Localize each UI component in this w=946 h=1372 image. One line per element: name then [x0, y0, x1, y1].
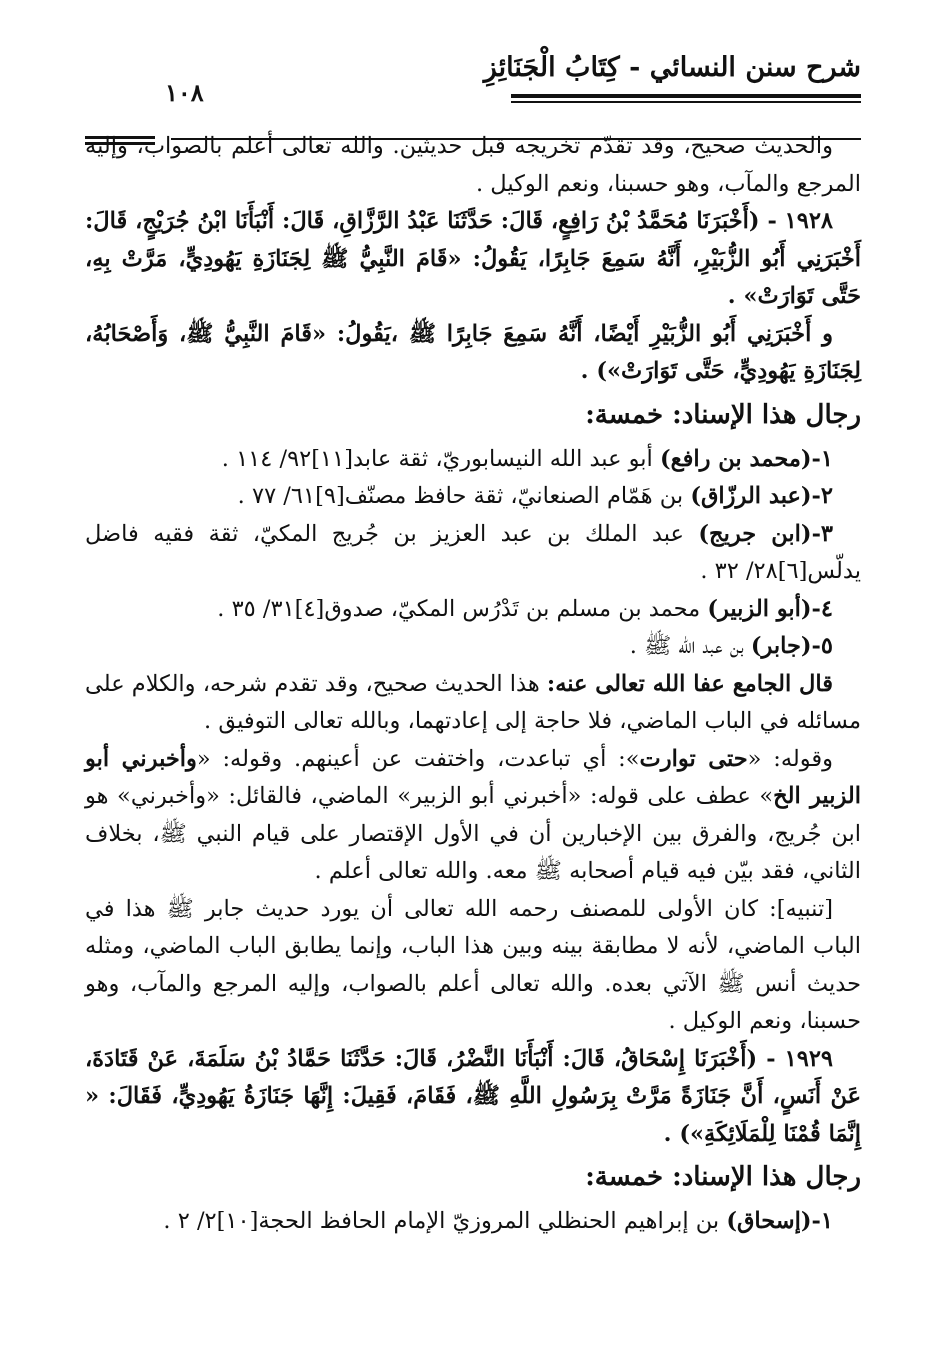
section-heading-narrators: رجال هذا الإسناد: خمسة: [585, 1162, 861, 1192]
narrator-name: ١-(إسحاق) [726, 1208, 833, 1234]
hadith-text: (أَخْبَرَنَا مُحَمَّدُ بْنُ رَافِعٍ، قَالَ: حَدَّثَنَا عَبْدُ الرَّزَّاقِ، قَالَ: أَنْبَأَنَا ابْنُ جُرَيْجٍ، قَالَ: أَخْبَرَنِي أَبُو الزُّبَيْرِ، أَنَّهُ سَمِعَ جَابِرًا، يَقُولُ: «قَامَ النَّبِيُّ ﷺ لِجَنَازَةِ يَهُودِيٍّ، مَرَّتْ بِهِ، حَتَّى تَوَارَتْ» . [85, 208, 861, 309]
narrator-details: بن إبراهيم الحنظلي المروزيّ الإمام الحافظ الحجة[١٠]٢/ ٢ . [163, 1208, 727, 1234]
narrator-item [85, 1203, 861, 1241]
commentary-text: هذا الحديث صحيح، وقد تقدم شرحه، والكلام على مسائله في الباب الماضي، فلا حاجة إلى إعادتهما، وبالله تعالى التوفيق . [85, 670, 861, 734]
narrator-item [85, 628, 861, 666]
hadith-1928-continuation: و أَخْبَرَنِي أَبُو الزُّبَيْرِ أَيْضًا، أَنَّهُ سَمِعَ جَابِرًا ﷺ ،يَقُولُ: «قَامَ النَّبِيُّ ﷺ، وَأَصْحَابُهُ، لِجَنَازَةِ يَهُودِيٍّ، حَتَّى تَوَارَتْ») . [85, 320, 861, 384]
page-number: ١٠٨ [165, 78, 204, 107]
commentary-paragraph [85, 666, 861, 741]
text-run: » عطف على قوله: «أخبرني أبو الزبير» الماضي، فالقائل: «وأخبرني» هو ابن جُريج، والفرق بين الإخبارين أن في الأول الإقتصار على قيام النبي ﷺ، بخلاف الثاني، فقد بيّن فيه قيام أصحابه ﷺ معه. والله تعالى أعلم . [85, 783, 861, 884]
narrator-name: ٣-(ابن جريج) [698, 520, 834, 547]
narrator-details: بن عبد الله ﷺ . [629, 633, 751, 659]
text-run: وقوله: « [747, 745, 833, 772]
explanation-paragraph [85, 741, 861, 891]
paragraph-conclusion: والحديث صحيح، وقد تقدّم تخريجه قبل حديثين. والله تعالى أعلم بالصواب، وإليه المرجع والمآب، وهو حسبنا، ونعم الوكيل . [85, 133, 861, 197]
hadith-number: ١٩٢٨ - [767, 208, 833, 234]
quoted-phrase: وأخبرني أبو الزبير الخ [85, 745, 861, 809]
narrator-details: بن هَمّام الصنعانيّ، ثقة حافظ مصنّف[٩]٦١/ ٧٧ . [237, 483, 691, 509]
narrator-item [85, 591, 861, 629]
hadith-number: ١٩٢٩ - [766, 1045, 834, 1072]
hadith-1928 [85, 203, 861, 316]
narrator-details: محمد بن مسلم بن تَدْرُس المكيّ، صدوق[٤]٣١/ ٣٥ . [217, 595, 708, 622]
section-heading-narrators: رجال هذا الإسناد: خمسة: [585, 399, 861, 430]
narrator-item [85, 441, 861, 479]
note-text: كان الأولى للمصنف رحمه الله تعالى أن يورد حديث جابر ﷺ هذا في الباب الماضي، لأنه لا مطابقة بينه وبين هذا الباب، وإنما يطابق الباب الماضي، ومثله حديث أنس ﷺ الآتي بعده. والله تعالى أعلم بالصواب، وإليه المرجع والمآب، وهو حسبنا، ونعم الوكيل . [85, 895, 861, 1034]
note-label: [تنبيه]: [769, 895, 833, 922]
narrator-details: عبد الملك بن عبد العزيز بن جُريج المكيّ، ثقة فقيه فاضل يدلّس[٦]٢٨/ ٣٢ . [85, 520, 861, 584]
quoted-phrase: حتى توارت [639, 745, 748, 772]
text-run: »: أي تباعدت، واختفت عن أعينهم. وقوله: « [196, 745, 640, 772]
narrator-name: ٢-(عبد الرزّاق) [690, 483, 833, 509]
narrator-name: ٤-(أبو الزبير) [707, 595, 833, 622]
hadith-text: (أَخْبَرَنَا إِسْحَاقُ، قَالَ: أَنْبَأَنَا النَّضْرُ، قَالَ: حَدَّثَنَا حَمَّادُ بْنُ سَلَمَةَ، عَنْ قَتَادَةَ، عَنْ أَنَسٍ، أَنَّ جَنَازَةً مَرَّتْ بِرَسُولِ اللَّهِ ﷺ، فَقَامَ، فَقِيلَ: إِنَّهَا جَنَازَةُ يَهُودِيٍّ، فَقَالَ: « إِنَّمَا قُمْنَا لِلْمَلَائِكَةِ») . [85, 1045, 861, 1147]
narrator-details: أبو عبد الله النيسابوريّ، ثقة عابد[١١]٩٢/ ١١٤ . [221, 445, 660, 472]
header-rule-double [511, 94, 861, 103]
running-title: شرح سنن النسائي - كِتَابُ الْجَنَائِزِ [483, 52, 861, 83]
narrator-name: ٥-(جابر) [750, 633, 833, 659]
page-body [85, 128, 861, 1241]
narrator-name: ١-(محمد بن رافع) [659, 445, 833, 472]
note-paragraph [85, 891, 861, 1041]
commentary-lead: قال الجامع عفا الله تعالى عنه: [546, 670, 833, 697]
page-header [85, 50, 861, 110]
narrator-item [85, 478, 861, 516]
narrator-item [85, 516, 861, 591]
hadith-1929 [85, 1041, 861, 1154]
